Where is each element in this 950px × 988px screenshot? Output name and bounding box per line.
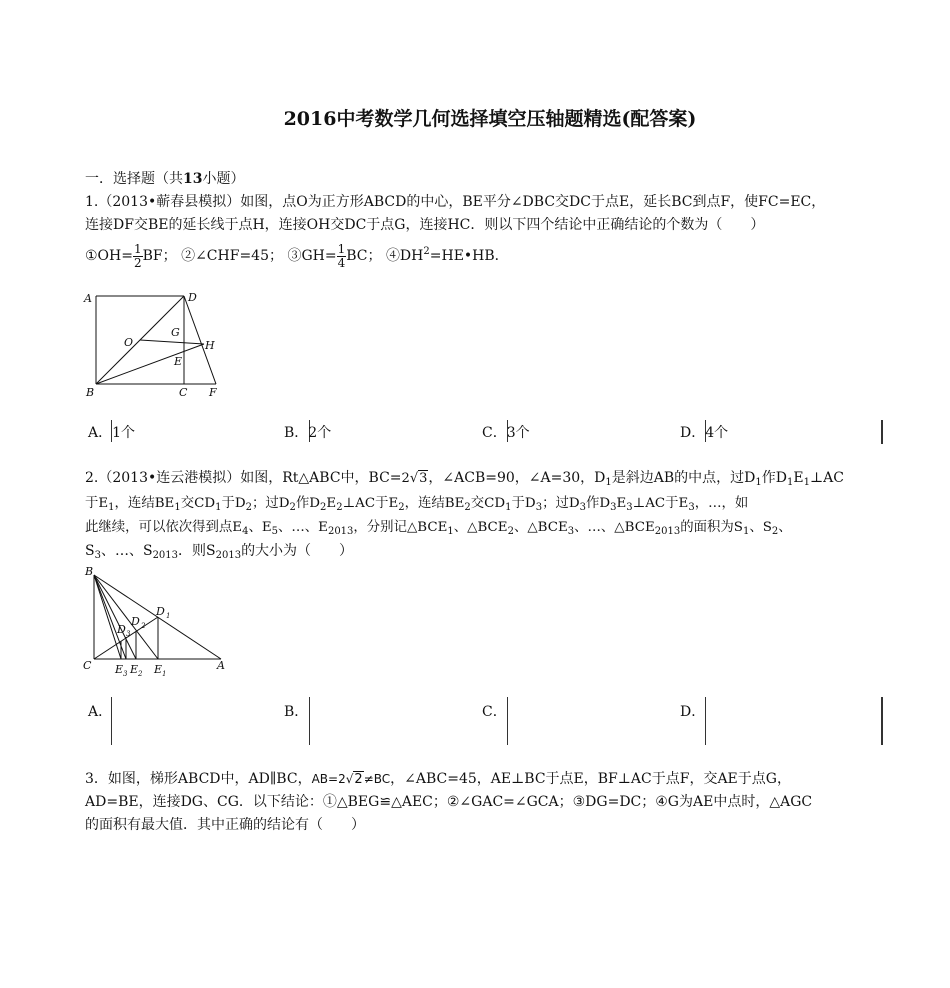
- q2-line3: 此继续，可以依次得到点$E_4$、$E_5$、…、$E_{2013}$，分别记$\triangle BCE_1$、$\triangle BCE_2$、$\triangle BCE_3$、…、$\triangle BCE_{2013}$的面积为$S_1$、$S_2$、: [85, 520, 792, 537]
- svg-text:E: E: [115, 663, 124, 676]
- svg-text:2: 2: [141, 622, 146, 630]
- q2-option-a[interactable]: A．: [88, 704, 113, 720]
- q1-option-d[interactable]: D．4个: [680, 425, 729, 441]
- svg-text:3: 3: [126, 630, 131, 638]
- q2-option-d[interactable]: D．: [680, 704, 706, 720]
- radical: 2√3: [401, 471, 428, 486]
- svg-text:B: B: [86, 386, 95, 399]
- q2-options: [85, 697, 882, 745]
- svg-text:F: F: [209, 386, 217, 399]
- q2-line2: 于$E_1$，连结$BE_1$交$CD_1$于$D_2$；过$D_2$作$D_2E_2\perp AC$于$E_2$，连结$BE_2$交$CD_1$于$D_3$；过$D_3$作$D_3E_3\perp AC$于$E_3$，…，如: [85, 496, 749, 513]
- svg-text:O: O: [124, 336, 134, 349]
- q1-option-c[interactable]: C．3个: [482, 425, 530, 441]
- q2-option-b[interactable]: B．: [284, 704, 309, 720]
- svg-text:3: 3: [123, 670, 128, 678]
- fraction-one-quarter: $\frac{1}{4}$: [337, 241, 346, 270]
- q1-line1: 1.（2013•蕲春县模拟）如图，点O为正方形ABCD的中心，BE平分∠DBC交DC于点E，延长BC到点F，使FC=EC，: [85, 194, 826, 210]
- svg-text:A: A: [217, 659, 225, 672]
- q2-figure: [80, 563, 240, 681]
- svg-text:C: C: [179, 386, 188, 399]
- svg-text:C: C: [83, 659, 92, 672]
- svg-text:D: D: [156, 605, 165, 618]
- q1-option-a[interactable]: A．1个: [88, 425, 136, 441]
- q2-line1: 2.（2013•连云港模拟）如图，Rt△ABC中，BC=2√3，∠ACB=90，∠A=30，$D_1$是斜边AB的中点，过$D_1$作$D_1E_1\perp AC$: [85, 467, 880, 490]
- q2-option-c[interactable]: C．: [482, 704, 507, 720]
- svg-text:2: 2: [138, 670, 143, 678]
- svg-text:D: D: [131, 615, 140, 628]
- fraction-one-half: $\frac{1}{2}$: [133, 241, 142, 270]
- svg-text:G: G: [171, 326, 180, 339]
- q3-inequality: AB=2√2≠BC: [311, 772, 391, 787]
- q1-conclusions: ①OH= $\frac{1}{2}$ BF； ②∠CHF=45； ③GH= $\frac{1}{4}$ BC； $④DH^2=HE•HB$．: [85, 241, 509, 270]
- svg-text:E: E: [130, 663, 139, 676]
- svg-text:1: 1: [166, 612, 171, 620]
- svg-text:E: E: [154, 663, 163, 676]
- page-title: 2016中考数学几何选择填空压轴题精选(配答案): [283, 108, 697, 130]
- q3-line3: 的面积有最大值．其中正确的结论有（ ）: [85, 817, 365, 833]
- svg-text:A: A: [84, 292, 92, 305]
- q2-line4: $S_3$、…、$S_{2013}$．则$S_{2013}$的大小为（ ）: [85, 543, 354, 561]
- svg-text:H: H: [205, 339, 215, 352]
- q1-option-b[interactable]: B．2个: [284, 425, 332, 441]
- svg-text:D: D: [117, 623, 126, 636]
- q3-line2: AD=BE，连接DG、CG．以下结论：①△BEG≌△AEC；②∠GAC=∠GCA；③DG=DC；④G为AE中点时，△AGC: [85, 794, 813, 810]
- svg-text:E: E: [174, 355, 183, 368]
- q1-options: [85, 420, 882, 446]
- svg-text:1: 1: [162, 670, 167, 678]
- q1-line2: 连接DF交BE的延长线于点H，连接OH交DC于点G，连接HC．则以下四个结论中正确结论的个数为（ ）: [85, 217, 765, 233]
- section-heading: 一．选择题（共13小题）: [85, 171, 245, 187]
- svg-text:D: D: [188, 291, 197, 304]
- q1-figure: [80, 288, 230, 403]
- q3-line1: 3．如图，梯形ABCD中，AD∥BC，AB=2√2≠BC，∠ABC=45，AE⊥BC于点E，BF⊥AC于点F，交AE于点G，: [85, 771, 791, 787]
- svg-text:B: B: [85, 565, 94, 578]
